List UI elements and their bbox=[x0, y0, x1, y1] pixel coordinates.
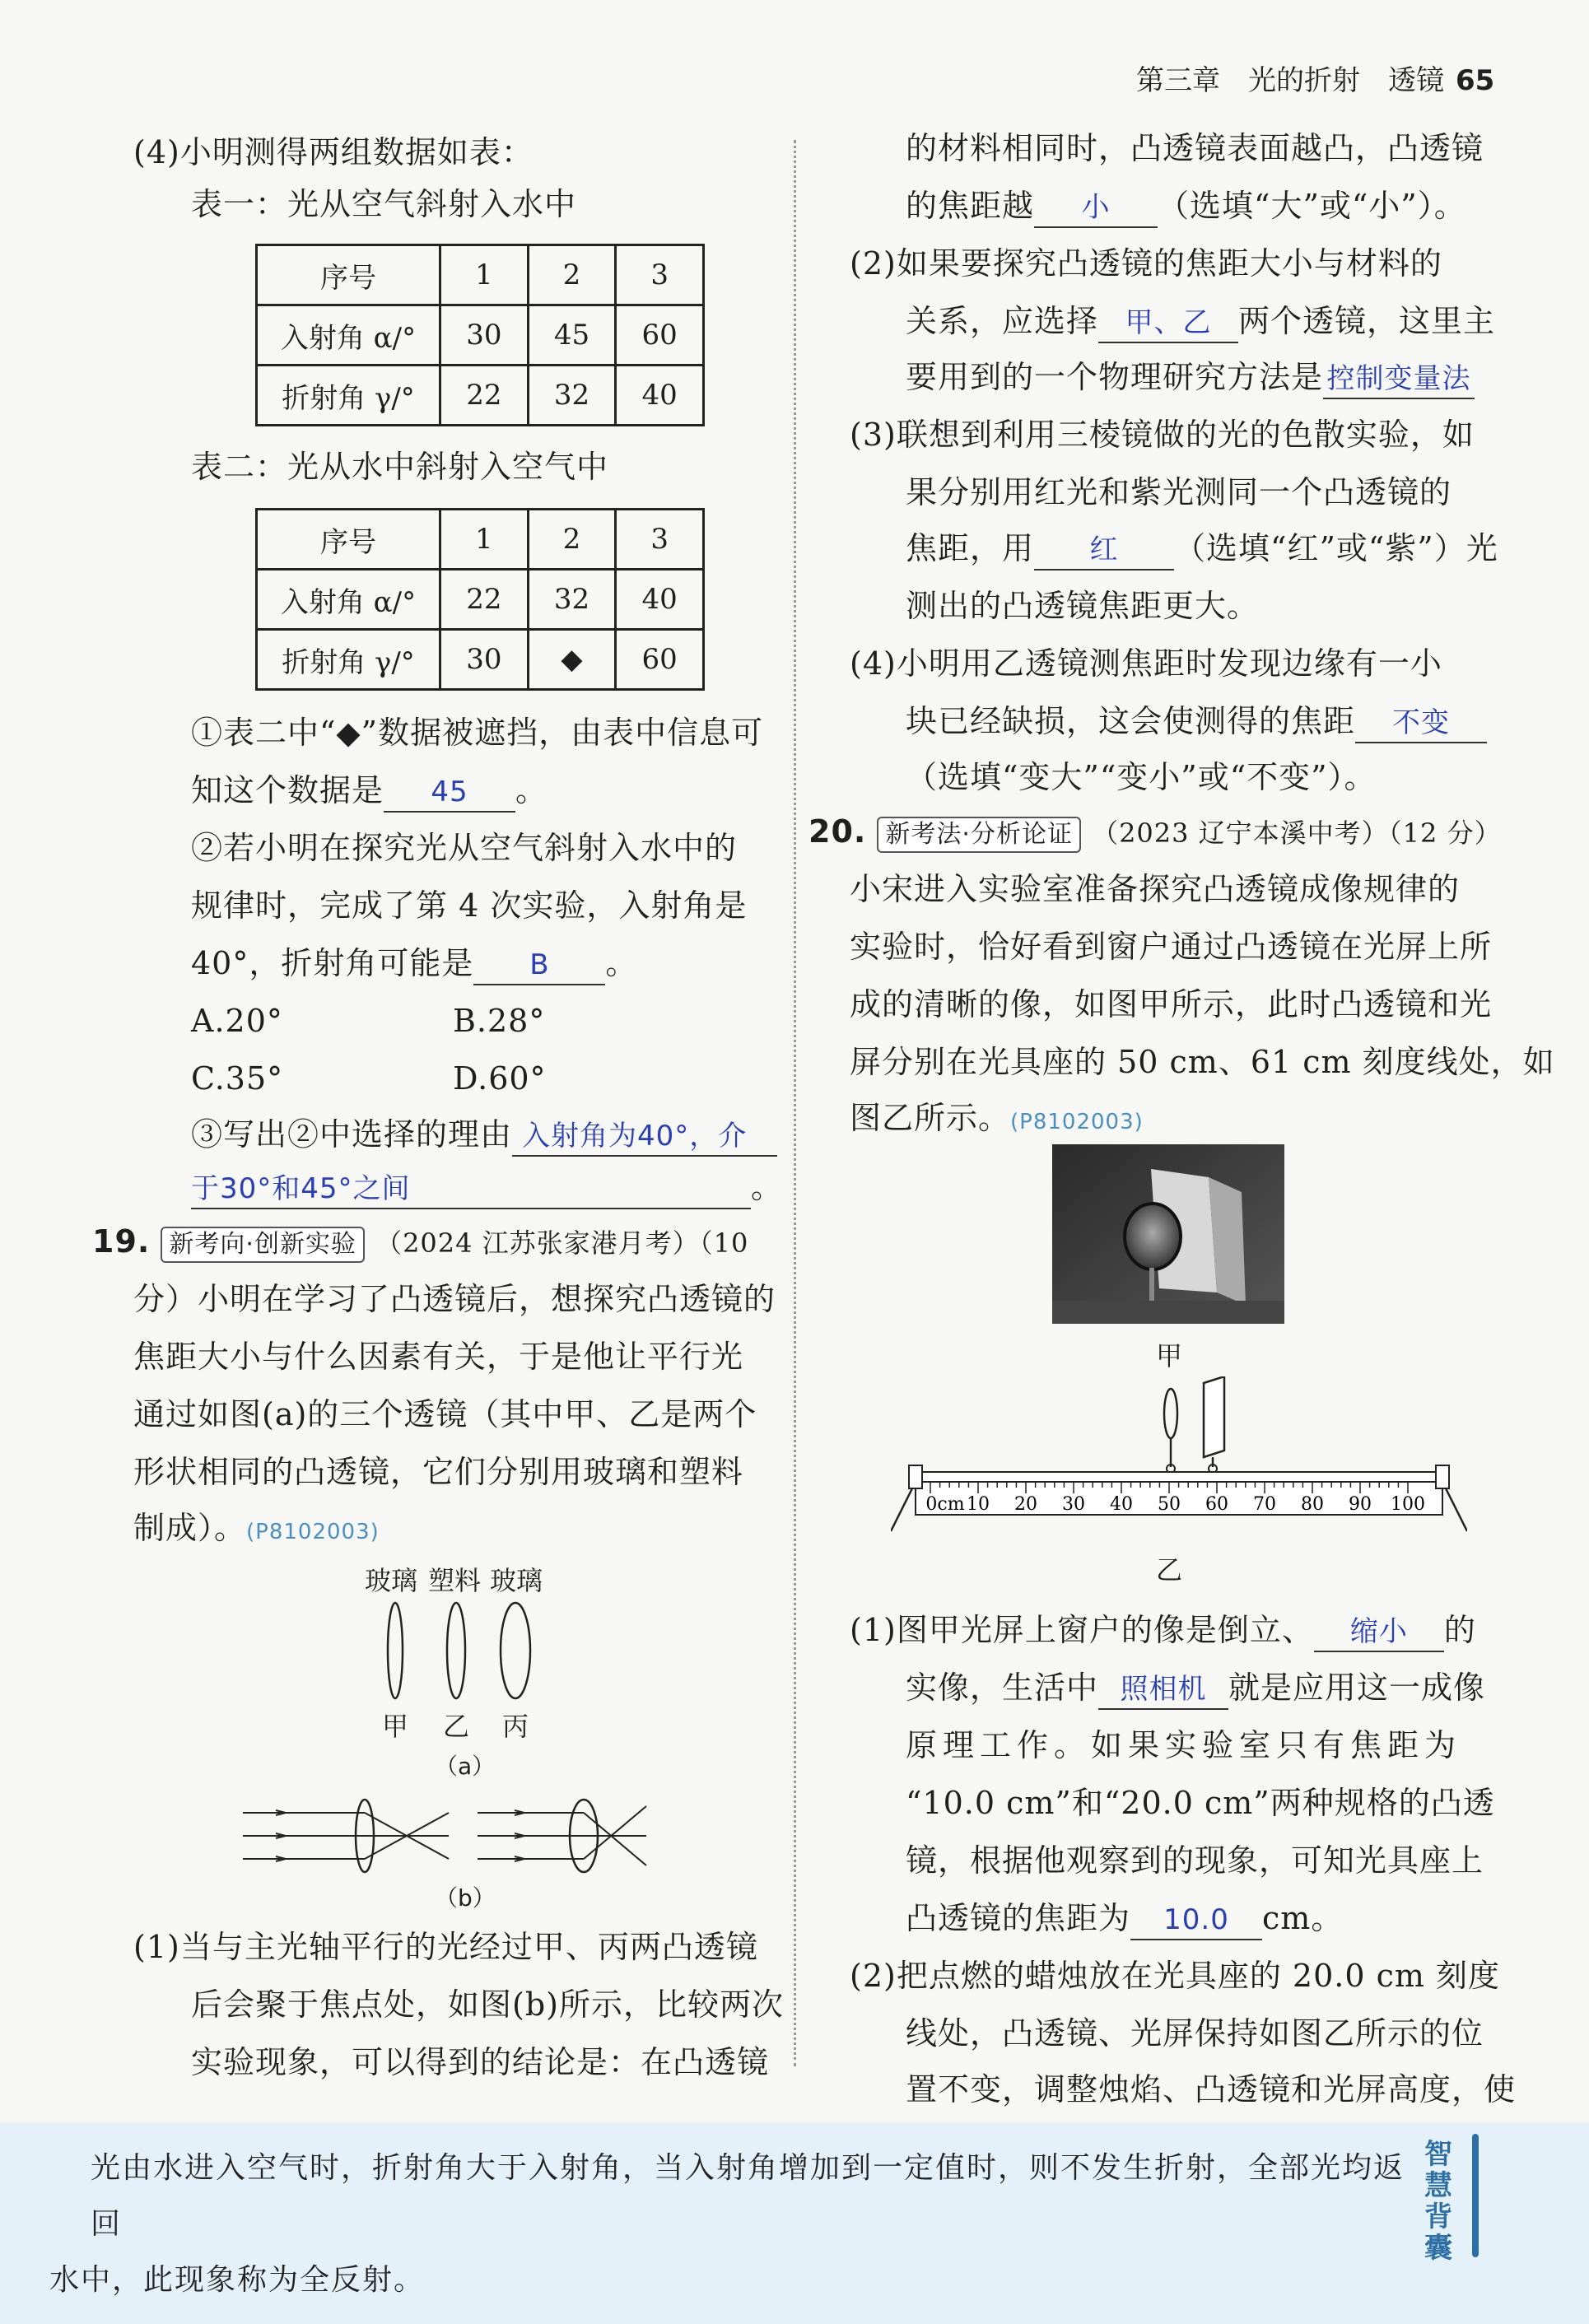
r-text: 的焦距越 bbox=[906, 188, 1035, 224]
p2-line1: ②若小明在探究光从空气斜射入水中的 bbox=[191, 830, 738, 866]
p1-line1: ①表二中“◆”数据被遮挡，由表中信息可 bbox=[191, 715, 764, 751]
answer-blank: 缩小 bbox=[1314, 1613, 1444, 1652]
table-cell: 22 bbox=[440, 366, 529, 426]
table-cell: 1 bbox=[440, 245, 529, 305]
table-cell: 3 bbox=[616, 245, 704, 305]
chapter-title: 第三章 光的折射 透镜 bbox=[1136, 64, 1444, 97]
bench-end-right bbox=[1436, 1465, 1449, 1488]
side-bar bbox=[1472, 2134, 1479, 2257]
figure-a-caption: （a） bbox=[435, 1753, 496, 1780]
p3-line2 bbox=[191, 1162, 783, 1212]
question-number: 19. bbox=[92, 1223, 151, 1260]
s2-line3: 置不变，调整烛焰、凸透镜和光屏高度，使 bbox=[906, 2071, 1517, 2107]
answer-blank: 控制变量法 bbox=[1323, 360, 1475, 399]
q19-line6 bbox=[133, 1503, 380, 1557]
table-cell: 2 bbox=[528, 510, 616, 570]
answer-blank: 不变 bbox=[1355, 704, 1487, 743]
p2-line2: 规律时，完成了第 4 次实验，入射角是 bbox=[191, 887, 748, 924]
r-line5 bbox=[906, 352, 1475, 402]
lens-figure-a bbox=[362, 1601, 552, 1704]
question-tag: 新考法·分析论证 bbox=[877, 817, 1081, 853]
footer-tip bbox=[49, 2140, 1424, 2308]
footer-line2: 水中，此现象称为全反射。 bbox=[49, 2263, 426, 2297]
lens-yi bbox=[447, 1603, 465, 1698]
table-cell: 折射角 γ/° bbox=[257, 630, 440, 690]
p3-text: ③写出②中选择的理由 bbox=[191, 1116, 513, 1153]
page-number: 65 bbox=[1456, 64, 1495, 97]
r-text: 要用到的一个物理研究方法是 bbox=[906, 359, 1324, 395]
option-a: A.20° bbox=[191, 1003, 283, 1039]
r-line3: (2)如果要探究凸透镜的焦距大小与材料的 bbox=[850, 245, 1442, 282]
table-cell: 40 bbox=[616, 366, 704, 426]
s2-line2: 线处，凸透镜、光屏保持如图乙所示的位 bbox=[906, 2015, 1484, 2052]
scale-label: 30 bbox=[1062, 1494, 1085, 1515]
figure-b-caption: （b） bbox=[435, 1884, 496, 1912]
table-row bbox=[257, 630, 704, 690]
answer-blank: 45 bbox=[384, 773, 515, 813]
bench-end-left bbox=[909, 1465, 922, 1488]
answer-blank: 入射角为40°，介 bbox=[512, 1117, 777, 1157]
q20-line4: 成的清晰的像，如图甲所示，此时凸透镜和光 bbox=[850, 986, 1493, 1022]
r-line9: 测出的凸透镜焦距更大。 bbox=[906, 588, 1260, 624]
q20-line6 bbox=[850, 1093, 1144, 1147]
s1-text: 凸透镜的焦距为 bbox=[906, 1900, 1131, 1936]
s1-text: 就是应用这一成像 bbox=[1228, 1670, 1486, 1706]
p2-text: 40°，折射角可能是 bbox=[191, 945, 474, 981]
table-cell: 60 bbox=[616, 630, 704, 690]
convergence-diagram-bing bbox=[478, 1800, 646, 1872]
r-line11 bbox=[906, 696, 1487, 746]
option-c: C.35° bbox=[191, 1060, 284, 1097]
scale-label: 40 bbox=[1110, 1494, 1133, 1515]
s1-line4: “10.0 cm”和“20.0 cm”两种规格的凸透 bbox=[906, 1785, 1495, 1821]
table-2 bbox=[255, 508, 705, 691]
r-line1: 的材料相同时，凸透镜表面越凸，凸透镜 bbox=[906, 130, 1484, 166]
table-cell: 30 bbox=[440, 630, 529, 690]
option-d: D.60° bbox=[453, 1060, 547, 1097]
q19-line2: 分）小明在学习了凸透镜后，想探究凸透镜的 bbox=[133, 1281, 776, 1317]
question-source: （2024 江苏张家港月考）（10 bbox=[375, 1227, 749, 1259]
q20-line3: 实验时，恰好看到窗户通过凸透镜在光屏上所 bbox=[850, 929, 1493, 965]
question-source: （2023 辽宁本溪中考）（12 分） bbox=[1092, 817, 1502, 849]
r-line8 bbox=[906, 524, 1498, 573]
table-cell: 2 bbox=[528, 245, 616, 305]
s1-line5: 镜，根据他观察到的现象，可知光具座上 bbox=[906, 1842, 1484, 1879]
scale-label: 20 bbox=[1014, 1494, 1037, 1515]
q19-text: 制成）。 bbox=[133, 1510, 247, 1546]
bench-caption: 乙 bbox=[1156, 1554, 1183, 1586]
table1-title: 表一：光从空气斜射入水中 bbox=[191, 186, 577, 222]
s1-text: 实像，生活中 bbox=[906, 1670, 1099, 1706]
r-line4 bbox=[906, 296, 1495, 346]
scale-label: 0cm bbox=[925, 1494, 965, 1515]
table-cell: 入射角 α/° bbox=[257, 570, 440, 630]
lens-bing bbox=[501, 1603, 530, 1698]
s2-line1: (2)把点燃的蜡烛放在光具座的 20.0 cm 刻度 bbox=[850, 1958, 1500, 1994]
scale-label: 70 bbox=[1253, 1494, 1276, 1515]
resource-code: (P8102003) bbox=[1010, 1110, 1144, 1134]
scale-label: 10 bbox=[967, 1494, 990, 1515]
q20-text: 图乙所示。 bbox=[850, 1100, 1011, 1136]
p3-end: 。 bbox=[751, 1169, 784, 1205]
scale-label: 60 bbox=[1205, 1494, 1228, 1515]
table-cell: 序号 bbox=[257, 510, 440, 570]
r-line12: （选填“变大”“变小”或“不变”）。 bbox=[906, 759, 1377, 795]
option-b: B.28° bbox=[453, 1003, 546, 1039]
q19-1-line3: 实验现象，可以得到的结论是：在凸透镜 bbox=[191, 2044, 770, 2080]
table-cell: 1 bbox=[440, 510, 529, 570]
r-line7: 果分别用红光和紫光测同一个凸透镜的 bbox=[906, 474, 1452, 510]
table-cell: 32 bbox=[528, 366, 616, 426]
q19-line5: 形状相同的凸透镜，它们分别用玻璃和塑料 bbox=[133, 1454, 744, 1490]
p3-line1 bbox=[191, 1110, 777, 1159]
q19-1-line2: 后会聚于焦点处，如图(b)所示，比较两次 bbox=[191, 1986, 784, 2023]
scale-label: 100 bbox=[1391, 1494, 1425, 1515]
q20-line2: 小宋进入实验室准备探究凸透镜成像规律的 bbox=[850, 871, 1461, 907]
s1-text: 的 bbox=[1443, 1612, 1476, 1648]
table-row bbox=[257, 305, 704, 366]
p1-end: 。 bbox=[515, 772, 548, 808]
table-cell: 40 bbox=[616, 570, 704, 630]
question-number: 20. bbox=[808, 813, 867, 850]
lens-name: 甲 bbox=[382, 1711, 409, 1742]
convergence-diagram-jia bbox=[243, 1800, 449, 1872]
table-1 bbox=[255, 244, 705, 426]
r-text: （选填“大”或“小”）。 bbox=[1158, 188, 1466, 224]
answer-blank: 红 bbox=[1034, 531, 1174, 571]
table-row bbox=[257, 245, 704, 305]
r-text: 两个透镜，这里主 bbox=[1238, 303, 1496, 339]
table-row bbox=[257, 570, 704, 630]
scale-label: 90 bbox=[1349, 1494, 1372, 1515]
table-cell: 3 bbox=[616, 510, 704, 570]
p1-line2 bbox=[191, 766, 548, 815]
table-cell: 折射角 γ/° bbox=[257, 366, 440, 426]
scale-label: 80 bbox=[1301, 1494, 1324, 1515]
q19-1-line1: (1)当与主光轴平行的光经过甲、丙两凸透镜 bbox=[133, 1929, 758, 1965]
s1-line1 bbox=[850, 1605, 1476, 1655]
answer-blank: 照相机 bbox=[1098, 1670, 1228, 1710]
column-divider bbox=[794, 140, 796, 2066]
r-line6: (3)联想到利用三棱镜做的光的色散实验，如 bbox=[850, 417, 1475, 453]
s1-text: (1)图甲光屏上窗户的像是倒立、 bbox=[850, 1612, 1314, 1648]
q19-line1 bbox=[92, 1217, 748, 1268]
p2-end: 。 bbox=[605, 945, 638, 981]
table-row bbox=[257, 366, 704, 426]
optical-bench bbox=[891, 1376, 1467, 1541]
q4-intro: (4)小明测得两组数据如表： bbox=[133, 134, 534, 170]
answer-blank: 甲、乙 bbox=[1098, 304, 1238, 343]
table-row bbox=[257, 510, 704, 570]
material-label: 塑料 bbox=[428, 1565, 482, 1596]
lens-figure-b bbox=[243, 1786, 687, 1885]
q20-line1 bbox=[808, 807, 1502, 858]
table-cell: 22 bbox=[440, 570, 529, 630]
page-header bbox=[1136, 58, 1494, 98]
answer-blank: 小 bbox=[1034, 189, 1158, 228]
table-cell: 45 bbox=[528, 305, 616, 366]
s1-line6 bbox=[906, 1893, 1343, 1943]
table-cell: 序号 bbox=[257, 245, 440, 305]
s1-line2 bbox=[906, 1663, 1485, 1712]
r-line2 bbox=[906, 181, 1466, 231]
table2-title: 表二：光从水中斜射入空气中 bbox=[191, 449, 609, 485]
bench-screen bbox=[1204, 1376, 1224, 1473]
r-text: 焦距，用 bbox=[906, 530, 1035, 566]
r-text: （选填“红”或“紫”）光 bbox=[1174, 530, 1498, 566]
table-cell: 60 bbox=[616, 305, 704, 366]
lens-name: 乙 bbox=[443, 1711, 470, 1742]
s1-line3: 原理工作。如果实验室只有焦距为 bbox=[906, 1727, 1462, 1763]
answer-blank: 10.0 bbox=[1130, 1901, 1262, 1940]
s1-text: cm。 bbox=[1262, 1900, 1344, 1936]
question-tag: 新考向·创新实验 bbox=[161, 1227, 365, 1263]
footer-line1: 光由水进入空气时，折射角大于入射角，当入射角增加到一定值时，则不发生折射，全部光均返回 bbox=[91, 2151, 1405, 2241]
table-cell: 入射角 α/° bbox=[257, 305, 440, 366]
scale-label: 50 bbox=[1158, 1494, 1181, 1515]
p2-line3 bbox=[191, 938, 637, 988]
bench-top-rail bbox=[916, 1472, 1442, 1482]
hidden-value-diamond: ◆ bbox=[528, 630, 616, 690]
wisdom-tag: 智慧背囊 bbox=[1424, 2138, 1452, 2265]
table-cell: 30 bbox=[440, 305, 529, 366]
q19-line3: 焦距大小与什么因素有关，于是他让平行光 bbox=[133, 1339, 744, 1375]
bench-lens bbox=[1164, 1389, 1177, 1473]
table-cell: 32 bbox=[528, 570, 616, 630]
r-text: 关系，应选择 bbox=[906, 303, 1099, 339]
photo-caption: 甲 bbox=[1156, 1340, 1183, 1372]
resource-code: (P8102003) bbox=[246, 1520, 380, 1544]
r-line10: (4)小明用乙透镜测焦距时发现边缘有一小 bbox=[850, 645, 1442, 682]
material-label: 玻璃 bbox=[490, 1565, 543, 1596]
r-text: 块已经缺损，这会使测得的焦距 bbox=[906, 703, 1356, 739]
lens-photo bbox=[1052, 1144, 1284, 1324]
material-label: 玻璃 bbox=[365, 1565, 418, 1596]
answer-blank: B bbox=[473, 946, 605, 985]
p1-text: 知这个数据是 bbox=[191, 772, 384, 808]
lens-jia bbox=[388, 1603, 403, 1698]
lens-name: 丙 bbox=[502, 1711, 529, 1742]
q19-line4: 通过如图(a)的三个透镜（其中甲、乙是两个 bbox=[133, 1396, 757, 1432]
answer-blank: 于30°和45°之间 bbox=[191, 1170, 751, 1209]
q20-line5: 屏分别在光具座的 50 cm、61 cm 刻度线处，如 bbox=[850, 1044, 1555, 1080]
